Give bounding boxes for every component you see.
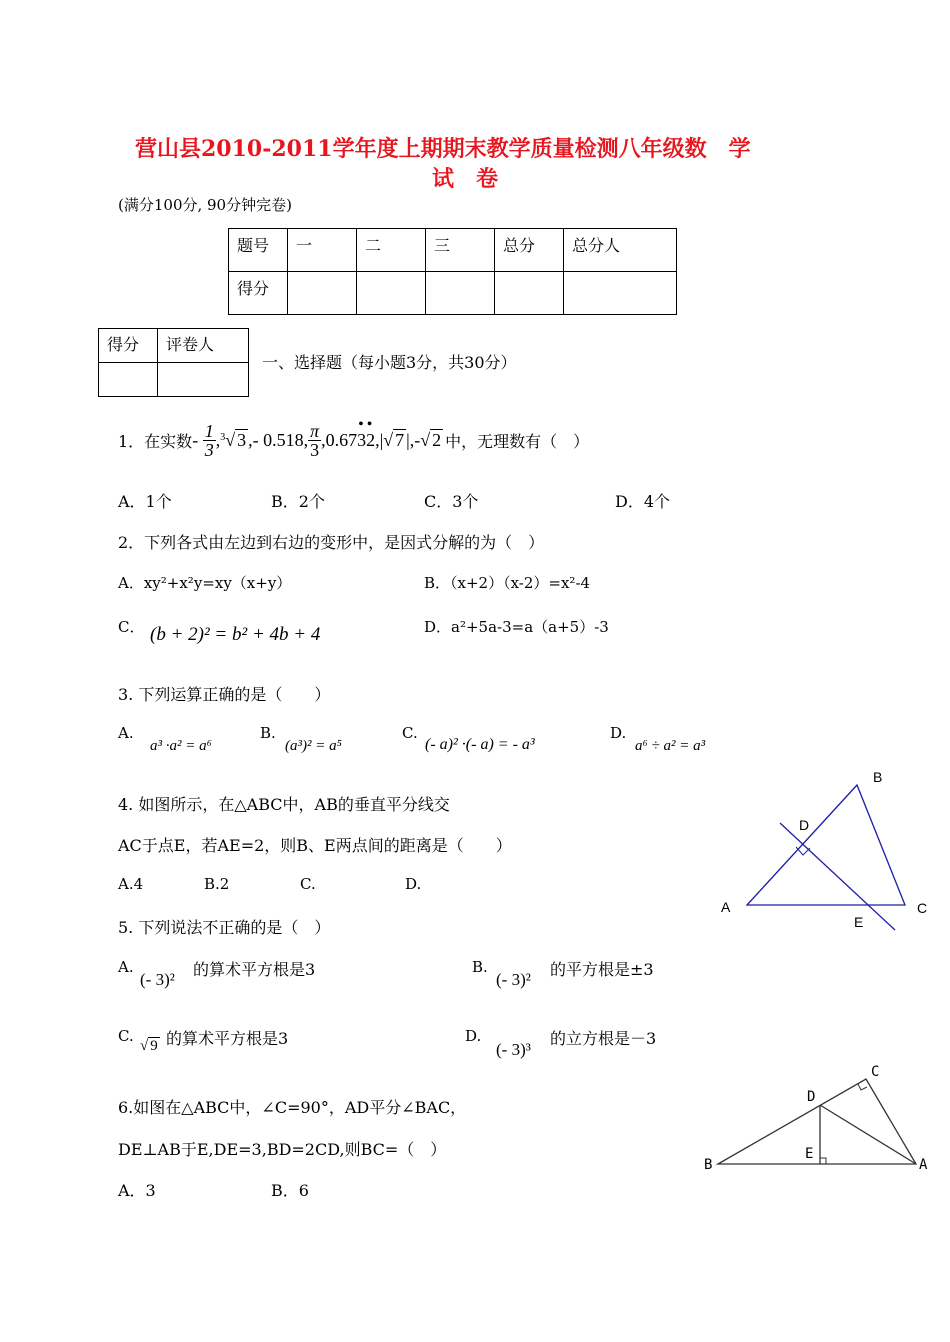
option-c[interactable]: C．3个 xyxy=(424,492,479,511)
question-6-line1: 6.如图在△ABC中，∠C=90°，AD平分∠BAC， xyxy=(118,1098,467,1117)
option-a[interactable]: A．3 xyxy=(118,1181,156,1200)
grader-table-cell: 得分 xyxy=(99,329,158,363)
score-table-cell: 总分人 xyxy=(564,229,677,272)
option-b[interactable]: B．2个 xyxy=(271,492,325,511)
label-b: B xyxy=(704,1157,713,1173)
option-b-text: 的平方根是±3 xyxy=(550,960,654,979)
right-angle-mark-e xyxy=(820,1158,826,1164)
option-c[interactable]: C. xyxy=(300,875,316,893)
option-c-expression: (- a)² ·(- a) = - a³ xyxy=(425,736,535,753)
score-table-cell: 一 xyxy=(288,229,357,272)
grader-table xyxy=(98,328,249,397)
option-c-expression: (b + 2)² = b² + 4b + 4 xyxy=(150,624,321,645)
option-a-label[interactable]: A. xyxy=(118,724,134,742)
option-a-label[interactable]: A. xyxy=(118,958,134,976)
page-title-line2: 试 卷 xyxy=(432,166,499,192)
label-b: B xyxy=(873,769,883,785)
option-b[interactable]: B．（x+2）（x-2）=x²-4 xyxy=(424,574,591,592)
section-heading: 一、选择题（每小题3分，共30分） xyxy=(262,353,517,372)
fraction: $\frac{1}{3}$ xyxy=(204,421,214,460)
label-e: E xyxy=(854,914,864,930)
triangle-figure-q4 xyxy=(700,760,940,940)
option-c-label[interactable]: C． xyxy=(118,618,145,636)
option-a[interactable]: A.4 xyxy=(118,875,144,893)
label-a: A xyxy=(919,1157,928,1173)
option-d[interactable]: D. xyxy=(405,875,422,893)
score-input-cell[interactable] xyxy=(564,272,677,315)
label-d: D xyxy=(807,1089,816,1105)
question-3: 3. 下列运算正确的是（ ） xyxy=(118,685,331,704)
option-d-expression: (- 3)³ xyxy=(496,1040,531,1059)
label-e: E xyxy=(805,1146,814,1162)
score-input-cell[interactable] xyxy=(288,272,357,315)
exam-info: (满分100分, 90分钟完卷) xyxy=(118,196,292,214)
option-a-text: 的算术平方根是3 xyxy=(193,960,316,979)
grader-input-cell[interactable] xyxy=(99,363,158,397)
score-table-cell: 二 xyxy=(357,229,426,272)
question-1-suffix: 中，无理数有（ ） xyxy=(445,432,590,451)
score-input-cell[interactable] xyxy=(426,272,495,315)
question-4-line1: 4. 如图所示，在△ABC中，AB的垂直平分线交 xyxy=(118,795,450,814)
grader-table-cell: 评卷人 xyxy=(158,329,249,363)
question-1-prefix: 1．在实数 xyxy=(118,432,193,451)
label-c: C xyxy=(917,900,928,916)
question-2: 2．下列各式由左边到右边的变形中，是因式分解的为（ ） xyxy=(118,533,545,552)
option-c-expression: √ 9 xyxy=(140,1038,158,1054)
right-angle-mark-c xyxy=(858,1084,867,1090)
option-b-label[interactable]: B. xyxy=(260,724,276,742)
pi-fraction: $\frac{\pi}{3}$ xyxy=(310,421,320,460)
option-b[interactable]: B．6 xyxy=(271,1181,309,1200)
option-c-label[interactable]: C. xyxy=(118,1027,134,1045)
repeating-dots: •• xyxy=(358,416,376,433)
option-a-expression: (- 3)² xyxy=(140,970,175,989)
option-d-expression: a⁶ ÷ a² = a³ xyxy=(635,738,706,754)
triangle-abc xyxy=(718,1079,916,1164)
option-d[interactable]: D．4个 xyxy=(615,492,671,511)
option-b-label[interactable]: B. xyxy=(472,958,488,976)
score-input-cell[interactable] xyxy=(357,272,426,315)
option-d-label[interactable]: D. xyxy=(610,724,627,742)
question-1: 1．在实数 - $\frac{1}{3}$ , $^3$√ 3 ,- 0.518, $\frac{\pi}{3}$ ,0.67 •• 32 ,|√ 7 | ,- √ 2 中，无理数有（ ） xyxy=(118,416,590,460)
score-table xyxy=(228,228,677,315)
score-table-cell: 总分 xyxy=(495,229,564,272)
grader-input-cell[interactable] xyxy=(158,363,249,397)
option-d-text: 的立方根是－3 xyxy=(550,1029,657,1048)
perpendicular-bisector xyxy=(780,823,895,930)
score-table-cell: 题号 xyxy=(229,229,288,272)
score-table-cell: 得分 xyxy=(229,272,288,315)
score-table-cell: 三 xyxy=(426,229,495,272)
label-c: C xyxy=(871,1064,880,1080)
option-b[interactable]: B.2 xyxy=(204,875,230,893)
option-b-expression: (- 3)² xyxy=(496,970,531,989)
option-d-label[interactable]: D. xyxy=(465,1027,482,1045)
option-d[interactable]: D．a²+5a-3=a（a+5）-3 xyxy=(424,618,609,636)
triangle-abc xyxy=(747,785,905,905)
score-input-cell[interactable] xyxy=(495,272,564,315)
option-c-text: 的算术平方根是3 xyxy=(166,1029,289,1048)
label-d: D xyxy=(799,817,810,833)
segment-ad xyxy=(820,1105,916,1164)
question-5: 5. 下列说法不正确的是（ ） xyxy=(118,918,331,937)
option-a-expression: a³ ·a² = a⁶ xyxy=(150,738,212,754)
option-a[interactable]: A．1个 xyxy=(118,492,172,511)
question-6-line2: DE⊥AB于E,DE=3,BD=2CD,则BC=（ ） xyxy=(118,1140,447,1159)
label-a: A xyxy=(721,899,731,915)
page-title-line1: 营山县2010-2011学年度上期期末教学质量检测八年级数 学 xyxy=(135,136,751,162)
option-c-label[interactable]: C. xyxy=(402,724,418,742)
question-4-line2: AC于点E，若AE=2，则B、E两点间的距离是（ ） xyxy=(118,836,512,855)
option-b-expression: (a³)² = a⁵ xyxy=(285,738,342,754)
triangle-figure-q6 xyxy=(700,1055,940,1180)
option-a[interactable]: A．xy²+x²y=xy（x+y） xyxy=(118,574,292,592)
